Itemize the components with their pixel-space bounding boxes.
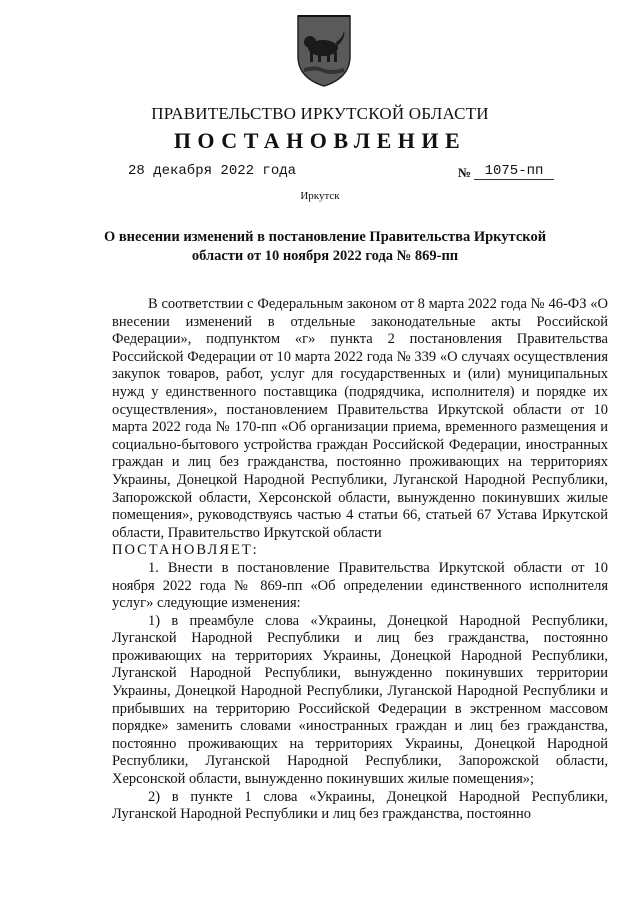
document-city: Иркутск bbox=[300, 190, 340, 202]
coat-of-arms-icon bbox=[294, 8, 354, 88]
clause-1-paragraph: 1. Внести в постановление Правительства Иркутской области от 10 ноября 2022 года № 869-пп «Об определении единственного исполнителя услуг» следующие изменения: bbox=[112, 559, 608, 612]
organization-name: ПРАВИТЕЛЬСТВО ИРКУТСКОЙ ОБЛАСТИ bbox=[151, 104, 489, 123]
document-type: ПОСТАНОВЛЕНИЕ bbox=[173, 128, 467, 153]
preamble-paragraph: В соответствии с Федеральным законом от 8 марта 2022 года № 46-ФЗ «О внесении изменений в отдельные законодательные акты Российской Федерации», подпунктом «г» пункта 2 постановления Правительства Российской Федерации от 10 марта 2022 года № 339 «О случаях осуществления закупок товаров, работ, услуг для государственных и (или) муниципальных нужд у единственного поставщика (подрядчика, исполнителя) и порядке их осуществления», постановлением Правительства Иркутской области от 10 марта 2022 года № 170-пп «Об организации приема, временного размещения и социально-бытового устройства граждан Российской Федерации, иностранных граждан и лиц без гражданства, постоянно проживающих на территориях Украины, Донецкой Народной Республики, Луганской Народной Республики, Запорожской области, Херсонской области, вынужденно покинувших жилые помещения», руководствуясь частью 4 статьи 66, статьей 67 Устава Иркутской области, Правительство Иркутской области bbox=[112, 296, 608, 541]
resolves-heading: ПОСТАНОВЛЯЕТ: bbox=[112, 542, 259, 559]
number-label: № bbox=[458, 165, 472, 180]
document-body bbox=[112, 296, 608, 824]
document-number: 1075-пп bbox=[474, 163, 554, 180]
subclause-2-paragraph: 2) в пункте 1 слова «Украины, Донецкой Народной Республики, Луганской Народной Республики и лиц без гражданства, постоянно bbox=[112, 788, 608, 823]
subclause-1-paragraph: 1) в преамбуле слова «Украины, Донецкой Народной Республики, Луганской Народной Республики и лиц без гражданства, постоянно проживающих на территориях Украины, Донецкой Народной Республики, Луганской Народной Республики, вынужденно покинувших территории Украины, Донецкой Народной Республики, Луганской Народной Республики и прибывших на территорию Российской Федерации в экстренном массовом порядке» заменить словами «иностранных граждан и лиц без гражданства, постоянно проживающих на территориях Украины, Донецкой Народной Республики, Луганской Народной Республики, Запорожской области, Херсонской области, вынужденно покинувших жилые помещения»; bbox=[112, 612, 608, 788]
document-title: О внесении изменений в постановление Правительства Иркутской области от 10 ноября 2022 года № 869-пп bbox=[103, 229, 547, 264]
document-date: 28 декабря 2022 года bbox=[128, 163, 297, 179]
